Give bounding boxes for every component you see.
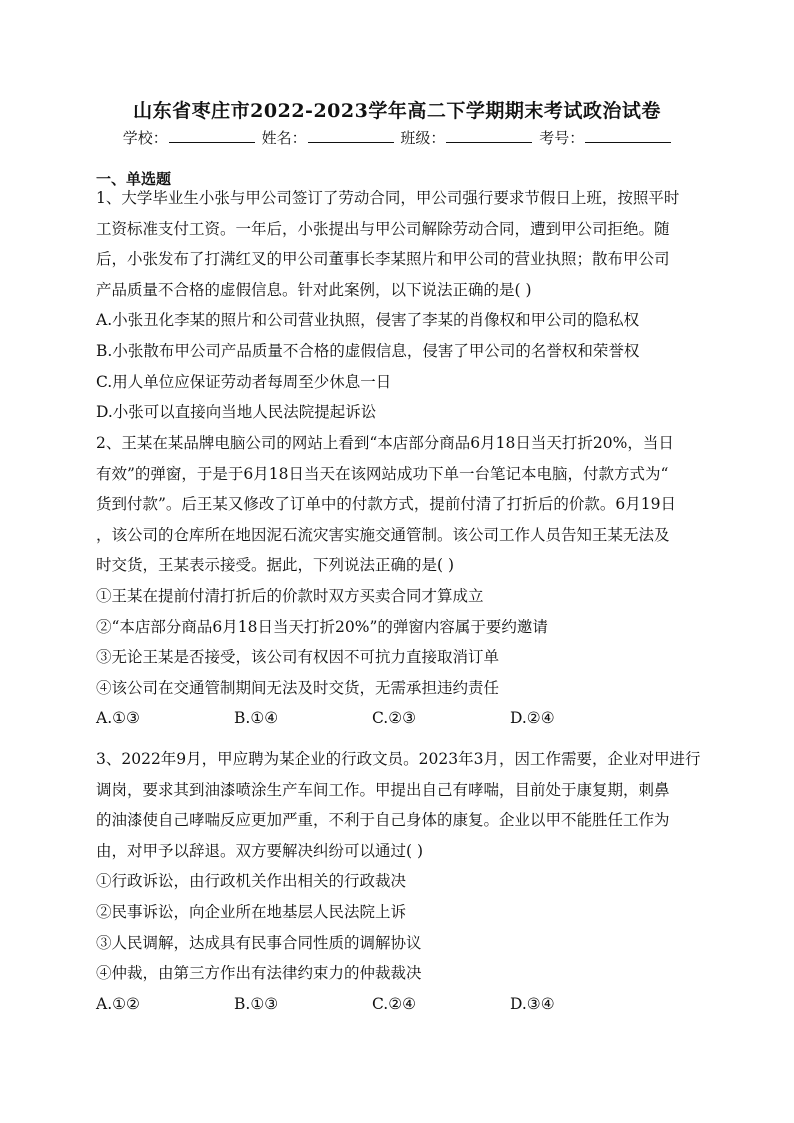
question-2-statement-2: ②“本店部分商品6月18日当天打折20%”的弹窗内容属于要约邀请	[96, 617, 548, 636]
question-2-option-b: B.①④	[234, 709, 279, 728]
question-3-option-c: C.②④	[372, 994, 417, 1013]
name-label: 姓名：	[261, 129, 307, 147]
school-blank	[169, 128, 255, 143]
question-1-option-c: C.用人单位应保证劳动者每周至少休息一日	[96, 372, 392, 391]
school-label: 学校：	[122, 129, 168, 147]
question-1-line: 1、大学毕业生小张与甲公司签订了劳动合同，甲公司强行要求节假日上班，按照平时	[96, 189, 680, 207]
exam-no-blank	[585, 128, 671, 143]
question-3-statement-4: ④仲裁，由第三方作出有法律约束力的仲裁裁决	[96, 964, 422, 983]
question-3-option-d: D.③④	[510, 994, 555, 1013]
question-3-line: 3、2022年9月，甲应聘为某企业的行政文员。2023年3月，因工作需要，企业对甲进行	[96, 750, 701, 768]
question-3-line: 调岗，要求其到油漆喷涂生产车间工作。甲提出自己有哮喘，目前处于康复期，刺鼻	[96, 780, 670, 799]
class-blank	[446, 128, 532, 143]
question-3-option-a: A.①②	[96, 994, 140, 1013]
name-blank	[308, 128, 394, 143]
question-2-option-c: C.②③	[372, 709, 417, 728]
question-2-line: 货到付款”。后王某又修改了订单中的付款方式，提前付清了打折后的价款。6月19日	[96, 495, 677, 514]
name-field	[262, 127, 394, 148]
school-field	[123, 127, 255, 148]
question-3-line: 由，对甲予以辞退。双方要解决纠纷可以通过( )	[96, 841, 424, 860]
question-3-statement-1: ①行政诉讼，由行政机关作出相关的行政裁决	[96, 872, 407, 891]
question-3-options	[96, 989, 706, 1020]
question-2-line: 时交货，王某表示接受。据此，下列说法正确的是( )	[96, 556, 455, 575]
question-1-option-a: A.小张丑化李某的照片和公司营业执照，侵害了李某的肖像权和甲公司的隐私权	[96, 311, 640, 330]
question-2-line: 有效”的弹窗，于是于6月18日当天在该网站成功下单一台笔记本电脑，付款方式为“	[96, 464, 669, 483]
question-3-statement-2: ②民事诉讼，向企业所在地基层人民法院上诉	[96, 902, 407, 921]
question-1-line: 产品质量不合格的虚假信息。针对此案例，以下说法正确的是( )	[96, 280, 532, 299]
question-1	[96, 183, 706, 428]
class-field	[400, 127, 532, 148]
question-1-line: 工资标准支付工资。一年后，小张提出与甲公司解除劳动合同，遭到甲公司拒绝。随	[96, 219, 670, 238]
section-heading: 一、单选题	[96, 170, 172, 188]
question-3-statement-3: ③人民调解，达成具有民事合同性质的调解协议	[96, 933, 422, 952]
question-2-line: 2、王某在某品牌电脑公司的网站上看到“本店部分商品6月18日当天打折20%，当日	[96, 434, 674, 452]
question-1-option-d: D.小张可以直接向当地人民法院提起诉讼	[96, 403, 377, 422]
question-3-option-b: B.①③	[234, 994, 279, 1013]
class-label: 班级：	[400, 129, 446, 147]
question-2-line: ，该公司的仓库所在地因泥石流灾害实施交通管制。该公司工作人员告知王某无法及	[96, 525, 670, 544]
question-2-option-a: A.①③	[96, 709, 140, 728]
student-info-line	[0, 127, 794, 148]
question-2-statement-3: ③无论王某是否接受，该公司有权因不可抗力直接取消订单	[96, 648, 500, 667]
page-title: 山东省枣庄市2022-2023学年高二下学期期末考试政治试卷	[133, 100, 661, 122]
question-2	[96, 428, 706, 734]
exam-no-field	[539, 127, 671, 148]
question-3-line: 的油漆使自己哮喘反应更加严重，不利于自己身体的康复。企业以甲不能胜任工作为	[96, 811, 670, 830]
question-2-statement-4: ④该公司在交通管制期间无法及时交货，无需承担违约责任	[96, 678, 500, 697]
question-2-statement-1: ①王某在提前付清打折后的价款时双方买卖合同才算成立	[96, 586, 484, 605]
question-3	[96, 744, 706, 1019]
question-2-option-d: D.②④	[510, 709, 555, 728]
question-2-options	[96, 703, 706, 734]
question-1-line: 后，小张发布了打满红叉的甲公司董事长李某照片和甲公司的营业执照；散布甲公司	[96, 250, 670, 269]
question-1-option-b: B.小张散布甲公司产品质量不合格的虚假信息，侵害了甲公司的名誉权和荣誉权	[96, 341, 640, 360]
exam-no-label: 考号：	[539, 129, 585, 147]
